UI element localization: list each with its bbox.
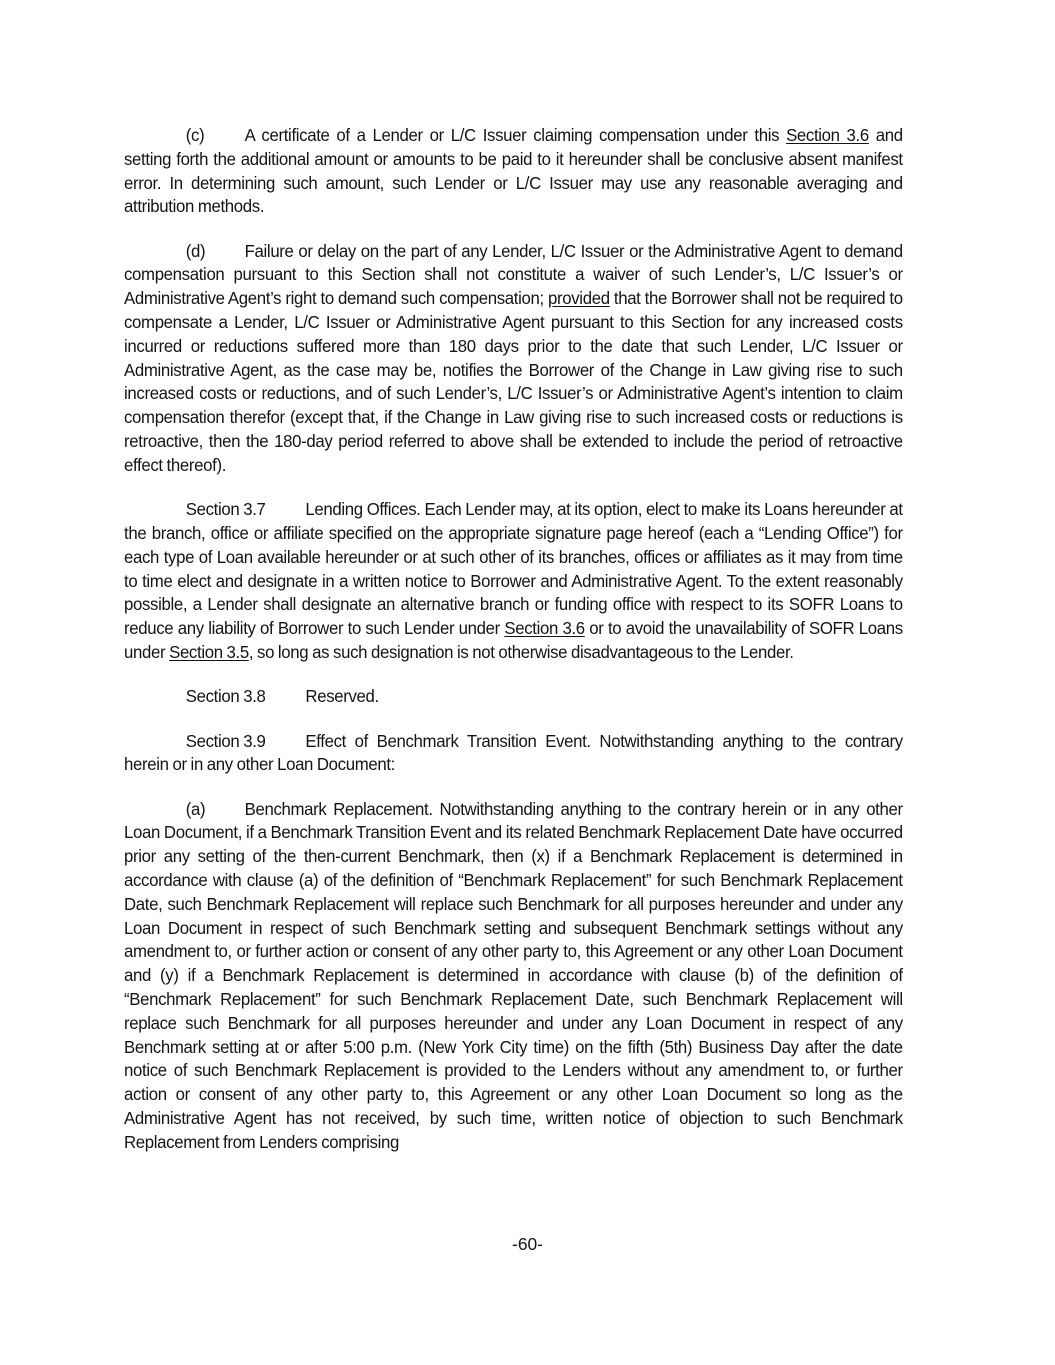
section-3-8-label: Section 3.8 (185, 686, 266, 707)
page-number: -60- (512, 1234, 543, 1254)
section-3-7-paragraph (124, 498, 903, 665)
section-3-7-label: Section 3.7 (185, 499, 266, 520)
paragraph-d-label: (d) (185, 240, 206, 261)
paragraph-c-text-2: and setting forth the additional amount or amounts to be paid to it hereunder shall be conclusive absent manifest error. In determining such amount, such Lender or L/C Issuer may use any reasonable averaging and attribution methods. (124, 125, 903, 217)
section-3-7-text-2: or to avoid the unavailability of SOFR Loans under (124, 618, 903, 662)
paragraph-d-text-2: that the Borrower shall not be required to compensate a Lender, L/C Issuer or Administrative Agent pursuant to this Section for any increased costs incurred or reductions suffered more than 180 days prior to the date that such Lender, L/C Issuer or Administrative Agent, as the case may be, notifies the Borrower of the Change in Law giving rise to such increased costs or reductions, and of such Lender’s, L/C Issuer’s or Administrative Agent’s intention to claim compensation therefor (except that, if the Change in Law giving rise to such increased costs or reductions is retroactive, then the 180-day period referred to above shall be extended to include the period of retroactive effect thereof). (124, 288, 903, 475)
paragraph-a-label: (a) (185, 798, 206, 819)
section-3-9-paragraph (124, 730, 903, 778)
paragraph-c-label: (c) (185, 125, 205, 145)
paragraph-c (124, 124, 903, 219)
paragraph-a (124, 798, 903, 1155)
section-3-6-reference: Section 3.6 (786, 125, 869, 145)
section-3-7-text-1: Lending Offices. Each Lender may, at its option, elect to make its Loans hereunder at the branch, office or affiliate specified on the appropriate signature page hereof (each a “Lending Office”) for each type of Loan available hereunder or at such other of its branches, offices or affiliates as it may from time to time elect and designate in a written notice to Borrower and Administrative Agent. To the extent reasonably possible, a Lender shall designate an alternative branch or funding office with respect to its SOFR Loans to reduce any liability of Borrower to such Lender under (124, 499, 903, 639)
section-3-5-reference: Section 3.5 (169, 641, 249, 662)
section-3-6-reference: Section 3.6 (504, 618, 585, 639)
section-3-8-text: Reserved. (305, 686, 379, 707)
paragraph-d (124, 240, 903, 478)
section-3-8-paragraph (124, 685, 903, 709)
paragraph-d-text-1: Failure or delay on the part of any Lender, L/C Issuer or the Administrative Agent to demand compensation pursuant to this Section shall not constitute a waiver of such Lender’s, L/C Issuer’s or Administrative Agent’s right to demand such compensation; (124, 240, 903, 309)
provided-term: provided (548, 288, 610, 309)
section-3-9-text: Effect of Benchmark Transition Event. Notwithstanding anything to the contrary herein or in any other Loan Document: (124, 730, 903, 775)
paragraph-a-text: Benchmark Replacement. Notwithstanding anything to the contrary herein or in any other Loan Document, if a Benchmark Transition Event and its related Benchmark Replacement Date have occurred prior any setting of the then-current Benchmark, then (x) if a Benchmark Replacement is determined in accordance with clause (a) of the definition of “Benchmark Replacement” for such Benchmark Replacement Date, such Benchmark Replacement will replace such Benchmark for all purposes hereunder and under any Loan Document in respect of such Benchmark setting and subsequent Benchmark settings without any amendment to, or further action or consent of any other party to, this Agreement or any other Loan Document and (y) if a Benchmark Replacement is determined in accordance with clause (b) of the definition of “Benchmark Replacement” for such Benchmark Replacement Date, such Benchmark Replacement will replace such Benchmark for all purposes hereunder and under any Loan Document in respect of any Benchmark setting at or after 5:00 p.m. (New York City time) on the fifth (5th) Business Day after the date notice of such Benchmark Replacement is provided to the Lenders without any amendment to, or further action or consent of any other party to, this Agreement or any other Loan Document so long as the Administrative Agent has not received, by such time, written notice of objection to such Benchmark Replacement from Lenders comprising (124, 798, 903, 1152)
section-3-7-text-3: , so long as such designation is not otherwise disadvantageous to the Lender. (248, 641, 794, 662)
paragraph-c-text-1: A certificate of a Lender or L/C Issuer claiming compensation under this (244, 125, 787, 145)
section-3-9-label: Section 3.9 (185, 730, 266, 751)
document-page (124, 124, 903, 1175)
